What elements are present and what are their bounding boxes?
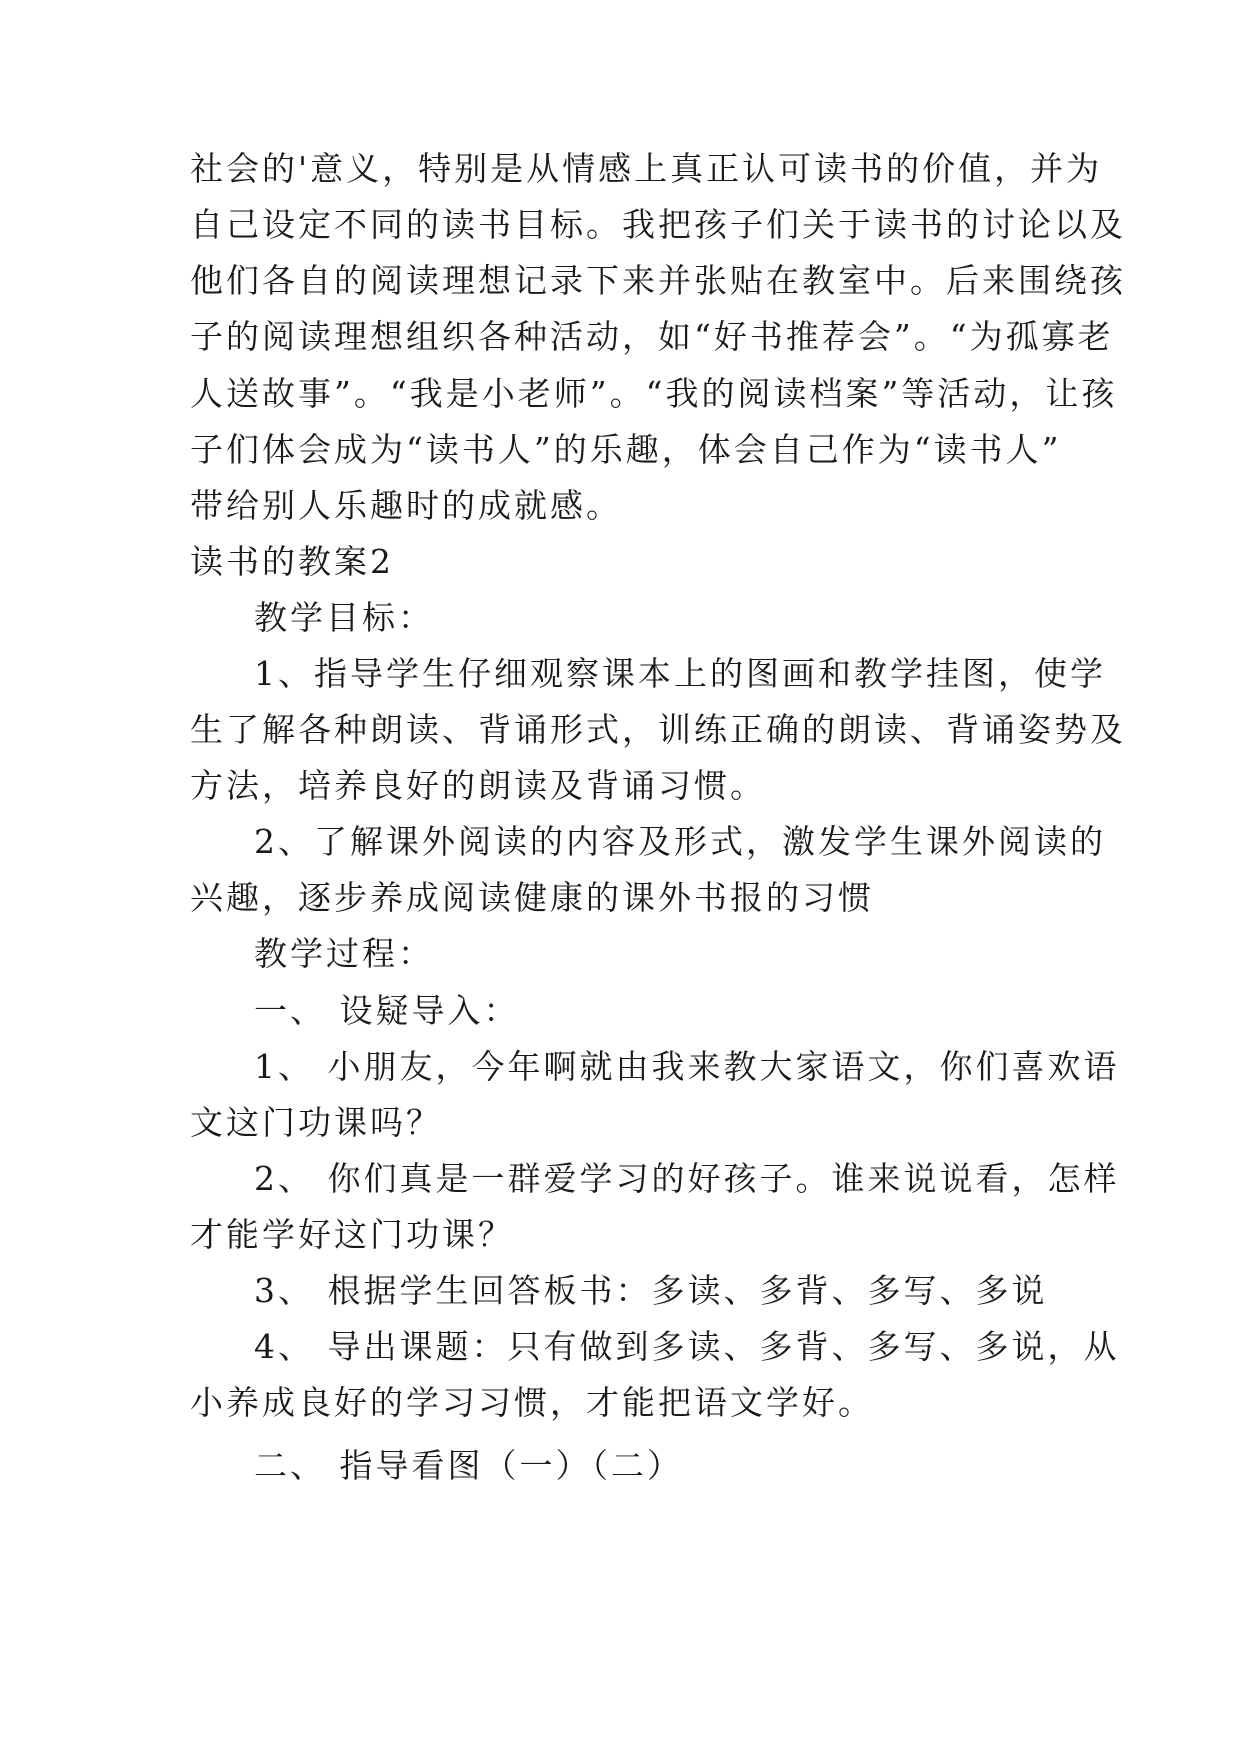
goal-1-line: 方法，培养良好的朗读及背诵习惯。 bbox=[190, 766, 766, 805]
goals-heading: 教学目标： bbox=[254, 598, 434, 637]
goal-2-line: 2、了解课外阅读的内容及形式，激发学生课外阅读的 bbox=[254, 822, 1106, 861]
item-2-line: 才能学好这门功课？ bbox=[190, 1215, 514, 1254]
item-2-line: 2、 你们真是一群爱学习的好孩子。谁来说说看，怎样 bbox=[254, 1159, 1120, 1198]
goal-1-line: 生了解各种朗读、背诵形式，训练正确的朗读、背诵姿势及 bbox=[190, 710, 1126, 749]
paragraph-line: 带给别人乐趣时的成就感。 bbox=[190, 486, 622, 525]
paragraph-line: 子的阅读理想组织各种活动，如“好书推荐会”。“为孤寡老 bbox=[190, 317, 1114, 356]
paragraph-line: 自己设定不同的读书目标。我把孩子们关于读书的讨论以及 bbox=[190, 205, 1126, 244]
paragraph-line: 社会的'意义，特别是从情感上真正认可读书的价值，并为 bbox=[190, 149, 1103, 188]
item-4-line: 小养成良好的学习习惯，才能把语文学好。 bbox=[190, 1383, 874, 1422]
step-1-heading: 一、 设疑导入： bbox=[254, 991, 520, 1030]
paragraph-line: 子们体会成为“读书人”的乐趣，体会自己作为“读书人” bbox=[190, 430, 1062, 469]
goal-1-line: 1、指导学生仔细观察课本上的图画和教学挂图，使学 bbox=[254, 654, 1106, 693]
goal-2-line: 兴趣，逐步养成阅读健康的课外书报的习惯 bbox=[190, 878, 874, 917]
step-2-heading: 二、 指导看图（一）（二） bbox=[254, 1446, 683, 1485]
item-3-line: 3、 根据学生回答板书：多读、多背、多写、多说 bbox=[254, 1271, 1048, 1310]
section-title: 读书的教案2 bbox=[190, 542, 394, 581]
process-heading: 教学过程： bbox=[254, 934, 434, 973]
item-1-line: 1、 小朋友，今年啊就由我来教大家语文，你们喜欢语 bbox=[254, 1047, 1120, 1086]
item-4-line: 4、 导出课题：只有做到多读、多背、多写、多说，从 bbox=[254, 1327, 1120, 1366]
paragraph-line: 人送故事”。“我是小老师”。“我的阅读档案”等活动，让孩 bbox=[190, 374, 1118, 413]
item-1-line: 文这门功课吗？ bbox=[190, 1103, 442, 1142]
paragraph-line: 他们各自的阅读理想记录下来并张贴在教室中。后来围绕孩 bbox=[190, 261, 1126, 300]
